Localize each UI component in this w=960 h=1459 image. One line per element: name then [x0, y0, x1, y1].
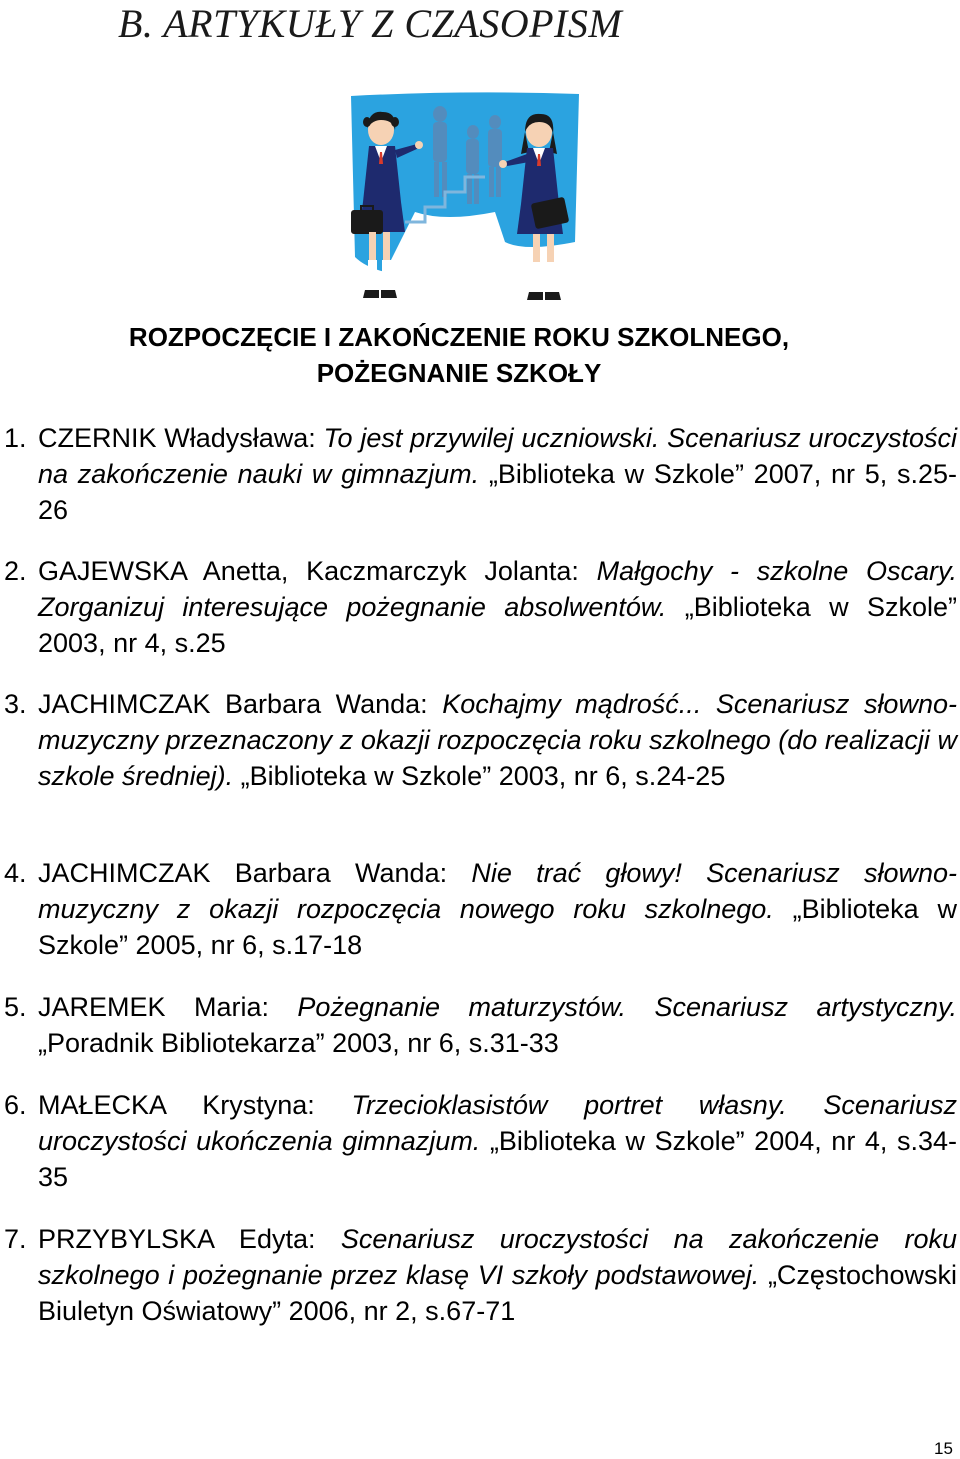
bibliography-entry-5	[4, 989, 957, 1063]
entry-source: „Poradnik Bibliotekarza” 2003, nr 6, s.31-33	[38, 1028, 559, 1059]
entry-author: JAREMEK Maria:	[38, 992, 269, 1022]
entry-number: 7.	[4, 1224, 27, 1254]
entry-title: To jest przywilej uczniowski. Scenariusz uroczystości na zakończenie nauki w gimnazjum.	[38, 423, 957, 490]
entry-author: GAJEWSKA Anetta, Kaczmarczyk Jolanta:	[38, 556, 579, 586]
bibliography-entry-6	[4, 1087, 957, 1197]
entry-title: Kochajmy mądrość... Scenariusz słowno-muzyczny przeznaczony z okazji rozpoczęcia roku szkolnego (do realizacji w szkole średniej).	[38, 689, 957, 792]
entry-number: 2.	[4, 556, 27, 586]
bibliography-entry-7	[4, 1221, 957, 1331]
bibliography-entry-1	[4, 420, 957, 530]
entry-author: JACHIMCZAK Barbara Wanda:	[38, 689, 428, 719]
entry-title: Trzecioklasistów portret własny. Scenariusz uroczystości ukończenia gimnazjum.	[38, 1090, 957, 1157]
page-number: 15	[934, 1439, 953, 1458]
entry-author: PRZYBYLSKA Edyta:	[38, 1224, 316, 1254]
entry-number: 6.	[4, 1090, 27, 1120]
entry-source: „Biblioteka w Szkole” 2007, nr 5, s.25-26	[38, 459, 957, 526]
bibliography-entry-2	[4, 553, 957, 663]
page-heading: B. ARTYKUŁY Z CZASOPISM	[118, 1, 623, 46]
entry-body	[38, 1221, 957, 1330]
section-title-line1: ROZPOCZĘCIE I ZAKOŃCZENIE ROKU SZKOLNEGO,	[128, 322, 790, 352]
entry-title: Małgochy - szkolne Oscary. Zorganizuj interesujące pożegnanie absolwentów.	[38, 556, 957, 623]
entry-body	[38, 1087, 957, 1196]
entry-source: „Biblioteka w Szkole” 2004, nr 4, s.34-35	[38, 1126, 957, 1193]
entry-number: 4.	[4, 858, 27, 888]
section-title-line2: POŻEGNANIE SZKOŁY	[316, 358, 602, 388]
entry-source: „Biblioteka w Szkole” 2003, nr 6, s.24-25	[240, 761, 726, 792]
entry-source: „Biblioteka w Szkole” 2003, nr 4, s.25	[38, 592, 957, 659]
entry-body	[38, 420, 957, 529]
entry-author: MAŁECKA Krystyna:	[38, 1090, 315, 1120]
entry-title: Nie trać głowy! Scenariusz słowno-muzyczny z okazji rozpoczęcia nowego roku szkolnego.	[38, 858, 957, 925]
entry-title: Pożegnanie maturzystów. Scenariusz artystyczny.	[297, 992, 957, 1022]
entry-number: 3.	[4, 689, 27, 719]
entry-author: JACHIMCZAK Barbara Wanda:	[38, 858, 448, 888]
entry-body	[38, 553, 957, 662]
bibliography-entry-3	[4, 686, 957, 832]
entry-title: Scenariusz uroczystości na zakończenie roku szkolnego i pożegnanie przez klasę VI szkoły podstawowej.	[38, 1224, 957, 1291]
entry-body	[38, 855, 957, 964]
entry-number: 1.	[4, 423, 27, 453]
entry-number: 5.	[4, 992, 27, 1022]
entry-body	[38, 989, 957, 1061]
entry-body	[38, 686, 957, 795]
bibliography-entry-4	[4, 855, 957, 965]
schoolgirls-illustration	[345, 92, 583, 320]
entry-source: „Częstochowski Biuletyn Oświatowy” 2006, nr 2, s.67-71	[38, 1260, 957, 1327]
entry-author: CZERNIK Władysława:	[38, 423, 316, 453]
entry-source: „Biblioteka w Szkole” 2005, nr 6, s.17-18	[38, 894, 957, 961]
